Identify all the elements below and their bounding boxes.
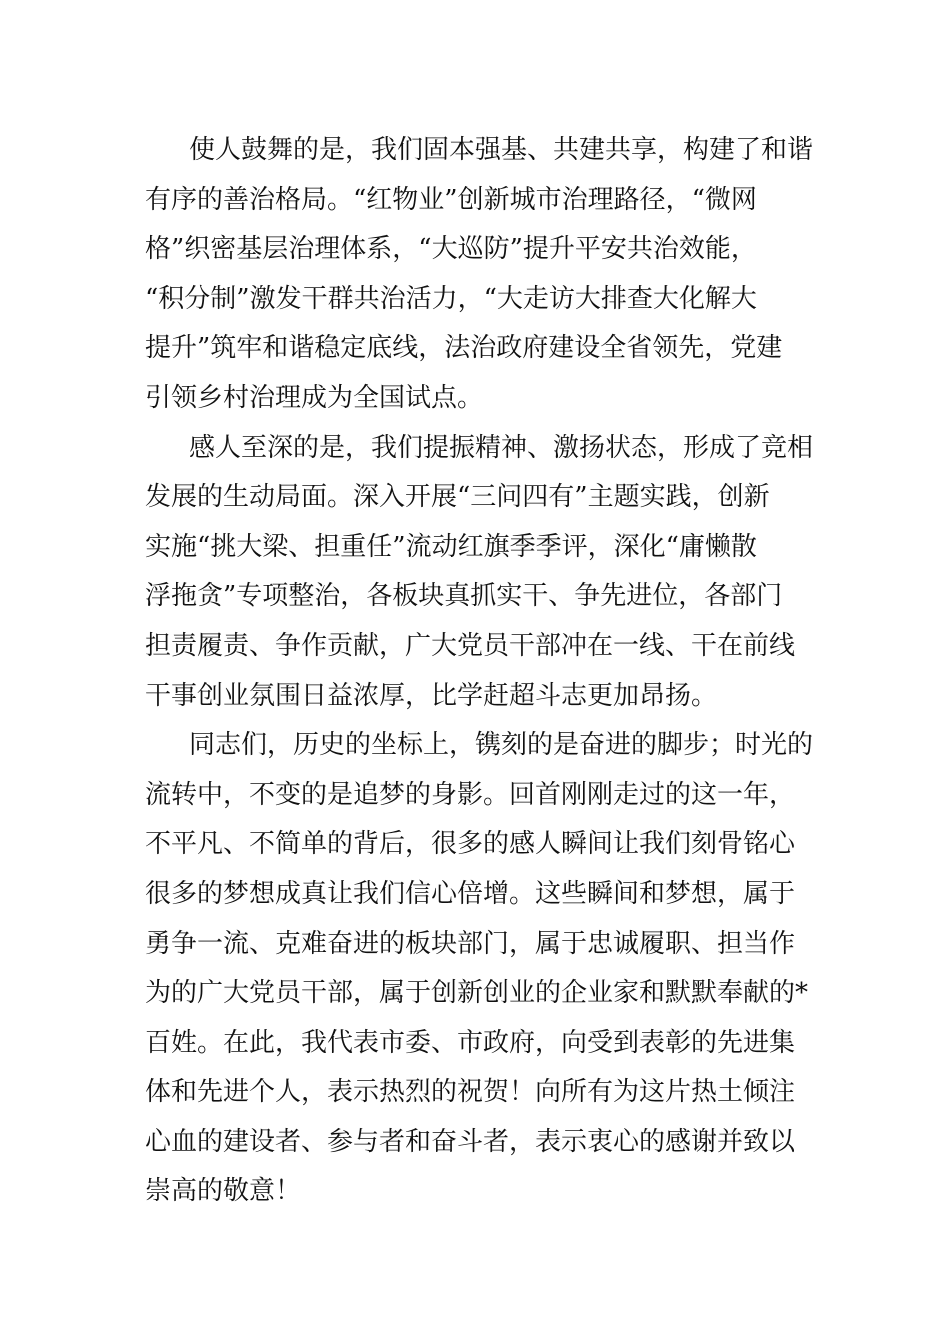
text-line: 体和先进个人，表示热烈的祝贺！向所有为这片热土倾注 xyxy=(145,1077,796,1108)
text-line: 很多的梦想成真让我们信心倍增。这些瞬间和梦想，属于 xyxy=(145,878,796,909)
text-line: 不平凡、不简单的背后，很多的感人瞬间让我们刻骨铭心 xyxy=(145,829,796,860)
paragraph-3 xyxy=(145,721,814,1217)
text-line: “积分制”激发干群共治活力，“大走访大排查大化解大 xyxy=(145,283,757,314)
text-line: 引领乡村治理成为全国试点。 xyxy=(145,382,484,413)
text-line: 感人至深的是，我们提振精神、激扬状态，形成了竞相 xyxy=(189,432,814,463)
text-line: 崇高的敬意！ xyxy=(145,1176,302,1207)
text-line: 担责履责、争作贡献，广大党员干部冲在一线、干在前线 xyxy=(145,630,796,661)
text-line: 提升”筑牢和谐稳定底线，法治政府建设全省领先，党建 xyxy=(145,333,783,364)
paragraph-1 xyxy=(145,126,814,424)
text-line: 浮拖贪”专项整治，各板块真抓实干、争先进位，各部门 xyxy=(145,581,783,612)
text-line: 使人鼓舞的是，我们固本强基、共建共享，构建了和谐 xyxy=(189,135,814,165)
text-line: 为的广大党员干部，属于创新创业的企业家和默默奉献的* xyxy=(145,978,809,1009)
text-line: 百姓。在此，我代表市委、市政府，向受到表彰的先进集 xyxy=(145,1027,796,1058)
text-line: 心血的建设者、参与者和奋斗者，表示衷心的感谢并致以 xyxy=(145,1126,796,1157)
text-line: 勇争一流、克难奋进的板块部门，属于忠诚履职、担当作 xyxy=(145,928,796,959)
paragraph-2 xyxy=(145,424,814,722)
text-line: 干事创业氛围日益浓厚，比学赶超斗志更加昂扬。 xyxy=(145,680,718,711)
document-body xyxy=(145,126,814,1217)
text-line: 发展的生动局面。深入开展“三问四有”主题实践，创新 xyxy=(145,482,770,513)
text-line: 实施“挑大梁、担重任”流动红旗季季评，深化“庸懒散 xyxy=(145,531,757,562)
text-line: 同志们，历史的坐标上，镌刻的是奋进的脚步；时光的 xyxy=(189,730,814,761)
text-line: 流转中，不变的是追梦的身影。回首刚刚走过的这一年， xyxy=(145,779,796,810)
text-line: 有序的善治格局。“红物业”创新城市治理路径，“微网 xyxy=(145,184,757,215)
text-line: 格”织密基层治理体系，“大巡防”提升平安共治效能， xyxy=(145,234,757,265)
